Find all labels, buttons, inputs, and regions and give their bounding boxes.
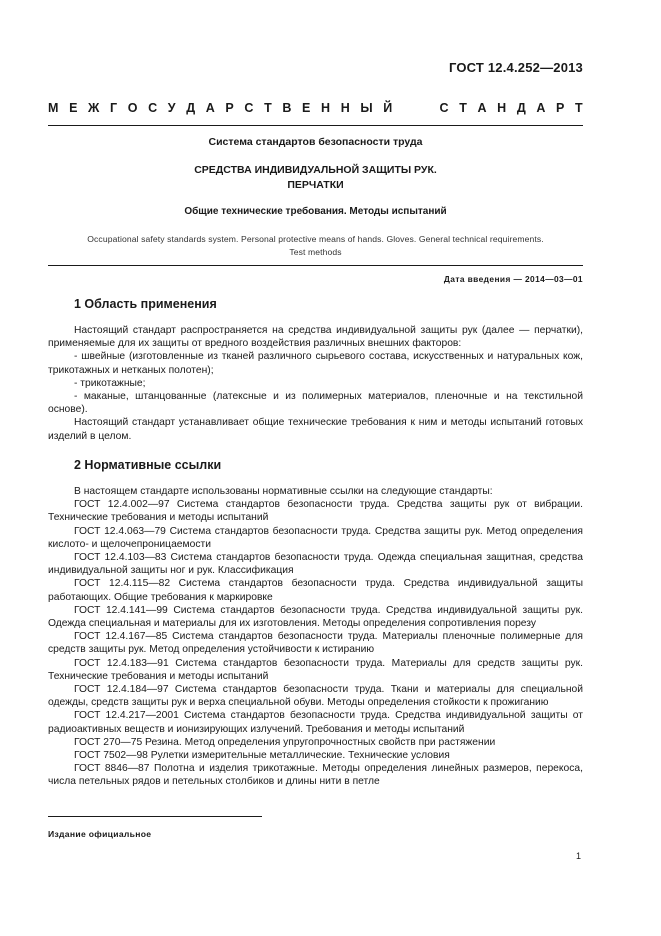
- paragraph: Настоящий стандарт распространяется на средства индивидуальной защиты рук (далее — перчатки), применяемые для их защиты от вредного воздействия различных внешних факторов:: [48, 325, 583, 350]
- paragraph: ГОСТ 12.4.103—83 Система стандартов безопасности труда. Одежда специальная защитная, средства индивидуальной защиты ног и рук. Классификация: [48, 552, 583, 577]
- interstate-letter: В: [282, 101, 292, 115]
- interstate-letter: Н: [321, 101, 331, 115]
- interstate-letter: М: [48, 101, 59, 115]
- paragraph: - маканые, штанцованные (латексные и из полимерных материалов, пленочные и на текстильной основе).: [48, 391, 583, 416]
- section-2-body: [48, 485, 583, 789]
- interstate-letter: Й: [383, 101, 393, 115]
- official-edition-label: Издание официальное: [48, 829, 152, 839]
- header-rule: [48, 125, 583, 126]
- word-gap: [403, 101, 429, 115]
- paragraph: - трикотажные;: [74, 377, 146, 389]
- interstate-standard-label: [48, 101, 583, 115]
- title-block-rule: [48, 265, 583, 266]
- english-title-line-1: Occupational safety standards system. Personal protective means of hands. Gloves. General technical requirements.: [87, 234, 544, 244]
- paragraph: Настоящий стандарт устанавливает общие технические требования к ним и методы испытаний готовых изделий в целом.: [48, 417, 583, 442]
- interstate-letter: Е: [69, 101, 78, 115]
- section-1-heading: 1 Область применения: [74, 297, 217, 311]
- interstate-letter: Д: [516, 101, 526, 115]
- paragraph: ГОСТ 12.4.167—85 Система стандартов безопасности труда. Материалы пленочные полимерные для средств защиты рук. Метод определения устойчивости к истиранию: [48, 631, 583, 656]
- interstate-letter: А: [536, 101, 546, 115]
- footer-rule: [48, 816, 262, 817]
- paragraph: ГОСТ 7502—98 Рулетки измерительные металлические. Технические условия: [74, 750, 450, 762]
- interstate-letter: А: [477, 101, 487, 115]
- english-title: [48, 233, 583, 259]
- document-title: [48, 163, 583, 193]
- document-subtitle: Общие технические требования. Методы испытаний: [184, 206, 447, 217]
- interstate-letter: Т: [575, 101, 583, 115]
- section-1-body: [48, 324, 583, 443]
- interstate-letter: Р: [225, 101, 234, 115]
- interstate-letter: Ж: [88, 101, 100, 115]
- interstate-letter: С: [148, 101, 158, 115]
- paragraph: ГОСТ 12.4.141—99 Система стандартов безопасности труда. Средства индивидуальной защиты рук. Одежда специальная и материалы для их изготовления. Методы определения сопротивления порезу: [48, 604, 583, 630]
- interstate-letter: Т: [459, 101, 467, 115]
- interstate-letter: Ы: [360, 101, 373, 115]
- interstate-letter: Т: [264, 101, 272, 115]
- paragraph: ГОСТ 12.4.184—97 Система стандартов безопасности труда. Ткани и материалы для специальной одежды, средств защиты рук и верха специальной обуви. Методы определения стойкости к прожиганию: [48, 684, 583, 709]
- paragraph: ГОСТ 12.4.217—2001 Система стандартов безопасности труда. Средства индивидуальной защиты от радиоактивных веществ и ионизирующих излучений. Требования и методы испытаний: [48, 710, 583, 735]
- interstate-letter: Д: [186, 101, 196, 115]
- section-2-heading: 2 Нормативные ссылки: [74, 458, 222, 472]
- interstate-letter: У: [167, 101, 176, 115]
- introduction-date: Дата введения — 2014—03—01: [443, 274, 583, 284]
- title-line-2: ПЕРЧАТКИ: [287, 179, 344, 191]
- paragraph: ГОСТ 12.4.063—79 Система стандартов безопасности труда. Средства защиты рук. Метод определения кислото- и щелочепроницаемости: [48, 525, 583, 550]
- interstate-letter: Г: [110, 101, 118, 115]
- interstate-letter: С: [244, 101, 254, 115]
- paragraph: ГОСТ 12.4.183—91 Система стандартов безопасности труда. Материалы для средств защиты рук. Технические требования и методы испытаний: [48, 657, 583, 682]
- paragraph: - швейные (изготовленные из тканей различного сырьевого состава, искусственных и натуральных кож, трикотажных и нетканых полотен);: [48, 351, 583, 376]
- gost-code: ГОСТ 12.4.252—2013: [448, 60, 583, 75]
- interstate-letter: А: [205, 101, 215, 115]
- paragraph: ГОСТ 12.4.115—82 Система стандартов безопасности труда. Средства индивидуальной защиты работающих. Общие требования к маркировке: [48, 578, 583, 603]
- paragraph: В настоящем стандарте использованы нормативные ссылки на следующие стандарты:: [74, 486, 493, 497]
- interstate-letter: Н: [340, 101, 350, 115]
- title-line-1: СРЕДСТВА ИНДИВИДУАЛЬНОЙ ЗАЩИТЫ РУК.: [194, 164, 437, 176]
- interstate-letter: Н: [497, 101, 507, 115]
- paragraph: ГОСТ 270—75 Резина. Метод определения упругопрочностных свойств при растяжении: [74, 736, 496, 748]
- interstate-letter: Е: [302, 101, 311, 115]
- interstate-letter: Р: [556, 101, 565, 115]
- page-number: 1: [575, 851, 581, 861]
- interstate-letter: С: [439, 101, 449, 115]
- interstate-letter: О: [127, 101, 138, 115]
- paragraph: ГОСТ 8846—87 Полотна и изделия трикотажные. Методы определения линейных размеров, перекоса, числа петельных рядов и петельных столбиков и длины нити в петле: [48, 763, 583, 788]
- english-title-line-2: Test methods: [289, 247, 342, 257]
- paragraph: ГОСТ 12.4.002—97 Система стандартов безопасности труда. Средства защиты рук от вибрации. Технические требования и методы испытаний: [48, 499, 583, 524]
- standards-series: Система стандартов безопасности труда: [208, 136, 423, 148]
